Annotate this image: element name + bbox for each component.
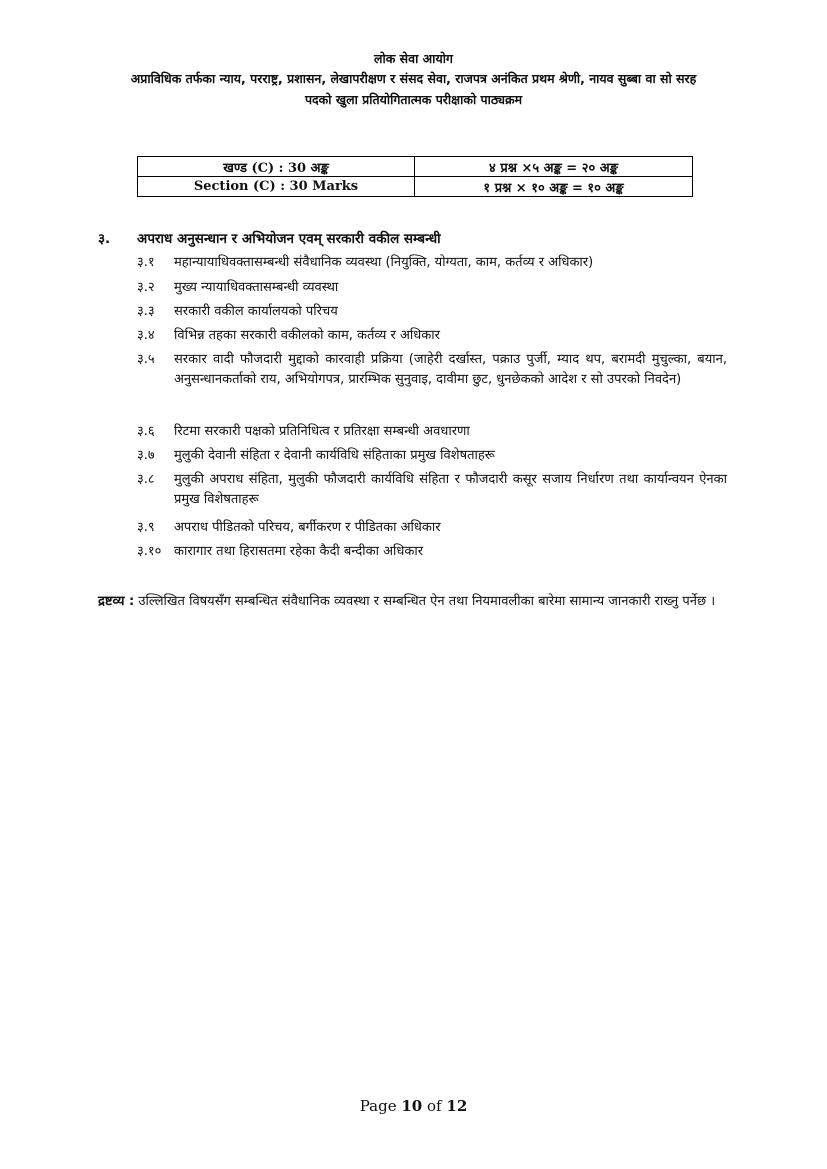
item-text: अपराध पीडितको परिचय, बर्गीकरण र पीडितका अधिकार <box>174 520 441 535</box>
item-number: ३.२ <box>137 280 155 295</box>
item-text: कारागार तथा हिरासतमा रहेका कैदी बन्दीका अधिकार <box>174 544 424 559</box>
item-number: ३.१० <box>137 544 162 559</box>
item-text: रिटमा सरकारी पक्षको प्रतिनिधित्व र प्रतिरक्षा सम्बन्धी अवधारणा <box>174 424 470 439</box>
note-label: द्रष्टव्य : <box>98 594 135 609</box>
header-org-title: लोक सेवा आयोग <box>374 51 453 66</box>
section-marks-english: Section (C) : 30 Marks <box>138 177 415 197</box>
item-number: ३.९ <box>137 520 155 535</box>
page-prefix: Page <box>359 1097 397 1115</box>
item-text: सरकार वादी फौजदारी मुद्दाको कारवाही प्रक्रिया (जाहेरी दर्खास्त, पक्राउ पुर्जी, म्याद थप, बरामदी मुचुल्का, बयान, अनुसन्धानकर्ताको राय, अभियोगपत्र, प्रारम्भिक सुनुवाइ, दावीमा छुट, धुनछेकको आदेश र सो उपरको निवदेन) <box>174 352 727 387</box>
page-number <box>0 1097 827 1115</box>
item-text: मुलुकी देवानी संहिता र देवानी कार्यविधि संहिताका प्रमुख विशेषताहरू <box>174 448 495 463</box>
question-scheme-1: ४ प्रश्न ×५ अङ्क = २० अङ्क <box>415 157 693 177</box>
question-scheme-2: १ प्रश्न × १० अङ्क = १० अङ्क <box>415 177 693 197</box>
header-syllabus-title: पदको खुला प्रतियोगितात्मक परीक्षाको पाठ्यक्रम <box>304 92 523 107</box>
item-number: ३.६ <box>137 424 155 439</box>
item-text: विभिन्न तहका सरकारी वकीलको काम, कर्तव्य र अधिकार <box>174 328 440 343</box>
note-text: उल्लिखित विषयसँग सम्बन्धित संवैधानिक व्यवस्था र सम्बन्धित ऐन तथा नियमावलीका बारेमा सामान्य जानकारी राख्नु पर्नेछ । <box>138 594 716 609</box>
page-current: 10 <box>401 1097 423 1115</box>
header-service-title: अप्राविधिक तर्फका न्याय, परराष्ट्र, प्रशासन, लेखापरीक्षण र संसद सेवा, राजपत्र अनंकित प्रथम श्रेणी, नायव सुब्बा वा सो सरह <box>130 71 697 86</box>
item-number: ३.३ <box>137 304 155 319</box>
section-number: ३. <box>98 231 111 247</box>
item-number: ३.८ <box>137 472 155 487</box>
item-number: ३.१ <box>137 255 155 270</box>
item-text: मुख्य न्यायाधिवक्तासम्बन्धी व्यवस्था <box>174 280 339 295</box>
section-title: अपराध अनुसन्धान र अभियोजन एवम् सरकारी वकील सम्बन्धी <box>137 231 441 247</box>
marks-table <box>137 156 693 197</box>
item-number: ३.७ <box>137 448 155 463</box>
note-paragraph <box>98 591 728 612</box>
item-text: महान्यायाधिवक्तासम्बन्धी संवैधानिक व्यवस्था (नियुक्ति, योग्यता, काम, कर्तव्य र अधिकार) <box>174 255 594 270</box>
page-of: of <box>427 1097 442 1115</box>
page-total: 12 <box>446 1097 468 1115</box>
item-text: सरकारी वकील कार्यालयको परिचय <box>174 304 338 319</box>
section-marks-nepali: खण्ड (C) : 30 अङ्क <box>138 157 415 177</box>
item-text: मुलुकी अपराध संहिता, मुलुकी फौजदारी कार्यविधि संहिता र फौजदारी कसूर सजाय निर्धारण तथा कार्यान्वयन ऐनका प्रमुख विशेषताहरू <box>174 472 727 507</box>
item-number: ३.५ <box>137 352 155 367</box>
item-number: ३.४ <box>137 328 155 343</box>
